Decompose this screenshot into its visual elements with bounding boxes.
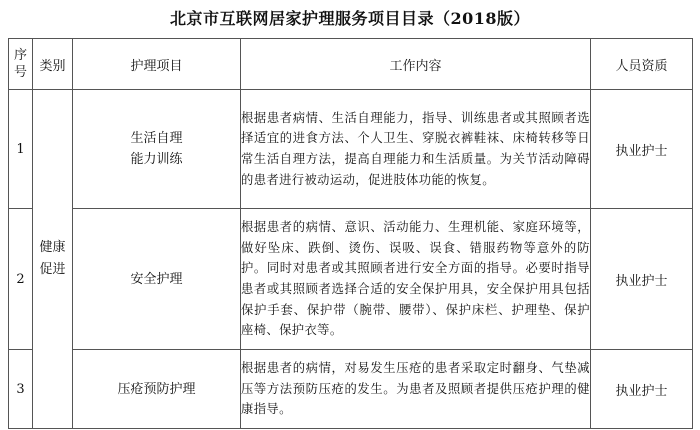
row-content: 根据患者的病情，对易发生压疮的患者采取定时翻身、气垫减压等方法预防压疮的发生。为患者及照顾者提供压疮护理的健康指导。 [241,350,591,429]
row-qualification: 执业护士 [591,350,693,429]
header-qualification: 人员资质 [591,39,693,90]
row-item-label: 生活自理能力训练 [130,131,183,167]
table-header-row [9,39,693,90]
header-no: 序号 [9,39,33,90]
row-item [73,90,241,209]
category-label: 健康促进 [39,240,66,277]
row-item [73,350,241,429]
row-qualification: 执业护士 [591,90,693,209]
row-no: 3 [9,350,33,429]
row-item [73,209,241,350]
document-title: 北京市互联网居家护理服务项目目录（2018版） [169,9,531,28]
table-row [9,350,693,429]
category-cell [33,90,73,429]
row-item-label: 压疮预防护理 [117,381,196,397]
table-row [9,90,693,209]
row-item-label: 安全护理 [130,271,183,287]
header-category: 类别 [33,39,73,90]
row-no: 2 [9,209,33,350]
row-qualification: 执业护士 [591,209,693,350]
service-table [8,38,693,429]
header-content: 工作内容 [241,39,591,90]
header-item: 护理项目 [73,39,241,90]
row-content: 根据患者病情、生活自理能力，指导、训练患者或其照顾者选择适宜的进食方法、个人卫生、穿脱衣裤鞋袜、床椅转移等日常生活自理方法，提高自理能力和生活质量。为关节活动障碍的患者进行被动运动，促进肢体功能的恢复。 [241,90,591,209]
row-no: 1 [9,90,33,209]
row-content: 根据患者的病情、意识、活动能力、生理机能、家庭环境等，做好坠床、跌倒、烫伤、误吸、误食、错服药物等意外的防护。同时对患者或其照顾者进行安全方面的指导。必要时指导患者或其照顾者选择合适的安全保护用具，安全保护用具包括保护手套、保护带（腕带、腰带）、保护床栏、护理垫、保护座椅、保护衣等。 [241,209,591,350]
table-row [9,209,693,350]
